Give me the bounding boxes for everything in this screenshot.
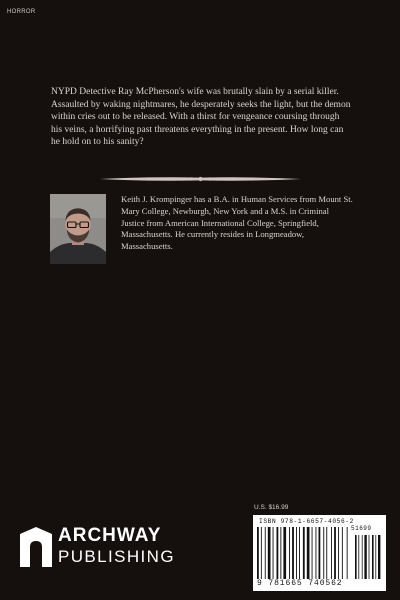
barcode-digits: 9 781665 740562 [257,579,343,588]
genre-label: HORROR [7,9,36,15]
price-label: U.S. $16.99 [254,504,289,511]
author-photo [50,194,106,264]
author-bio: Keith J. Krompinger has a B.A. in Human Services from Mount St. Mary College, Newburgh, New York and a M.S. in Criminal Justice from American International College, Springfield, Massachusetts. He currently resides in Longmeadow, Massachusetts. [121,194,353,252]
isbn-barcode-panel [253,515,386,591]
barcode-bars [257,527,382,579]
isbn-label: ISBN 978-1-6657-4056-2 [259,518,354,525]
publisher-subname: PUBLISHING [58,547,175,566]
ornamental-divider [98,174,303,184]
book-blurb: NYPD Detective Ray McPherson's wife was brutally slain by a serial killer. Assaulted by waking nightmares, he desperately seeks the light, but the demon within cries out to be released. With a thirst for vengeance coursing through his veins, a horrifying past threatens everything in the present. How long can he hold on to his sanity? [51,87,351,148]
archway-icon [20,527,52,567]
price-addon-digits: 51699 [351,525,372,532]
publisher-name: ARCHWAY [58,525,162,546]
publisher-logo [20,523,210,571]
